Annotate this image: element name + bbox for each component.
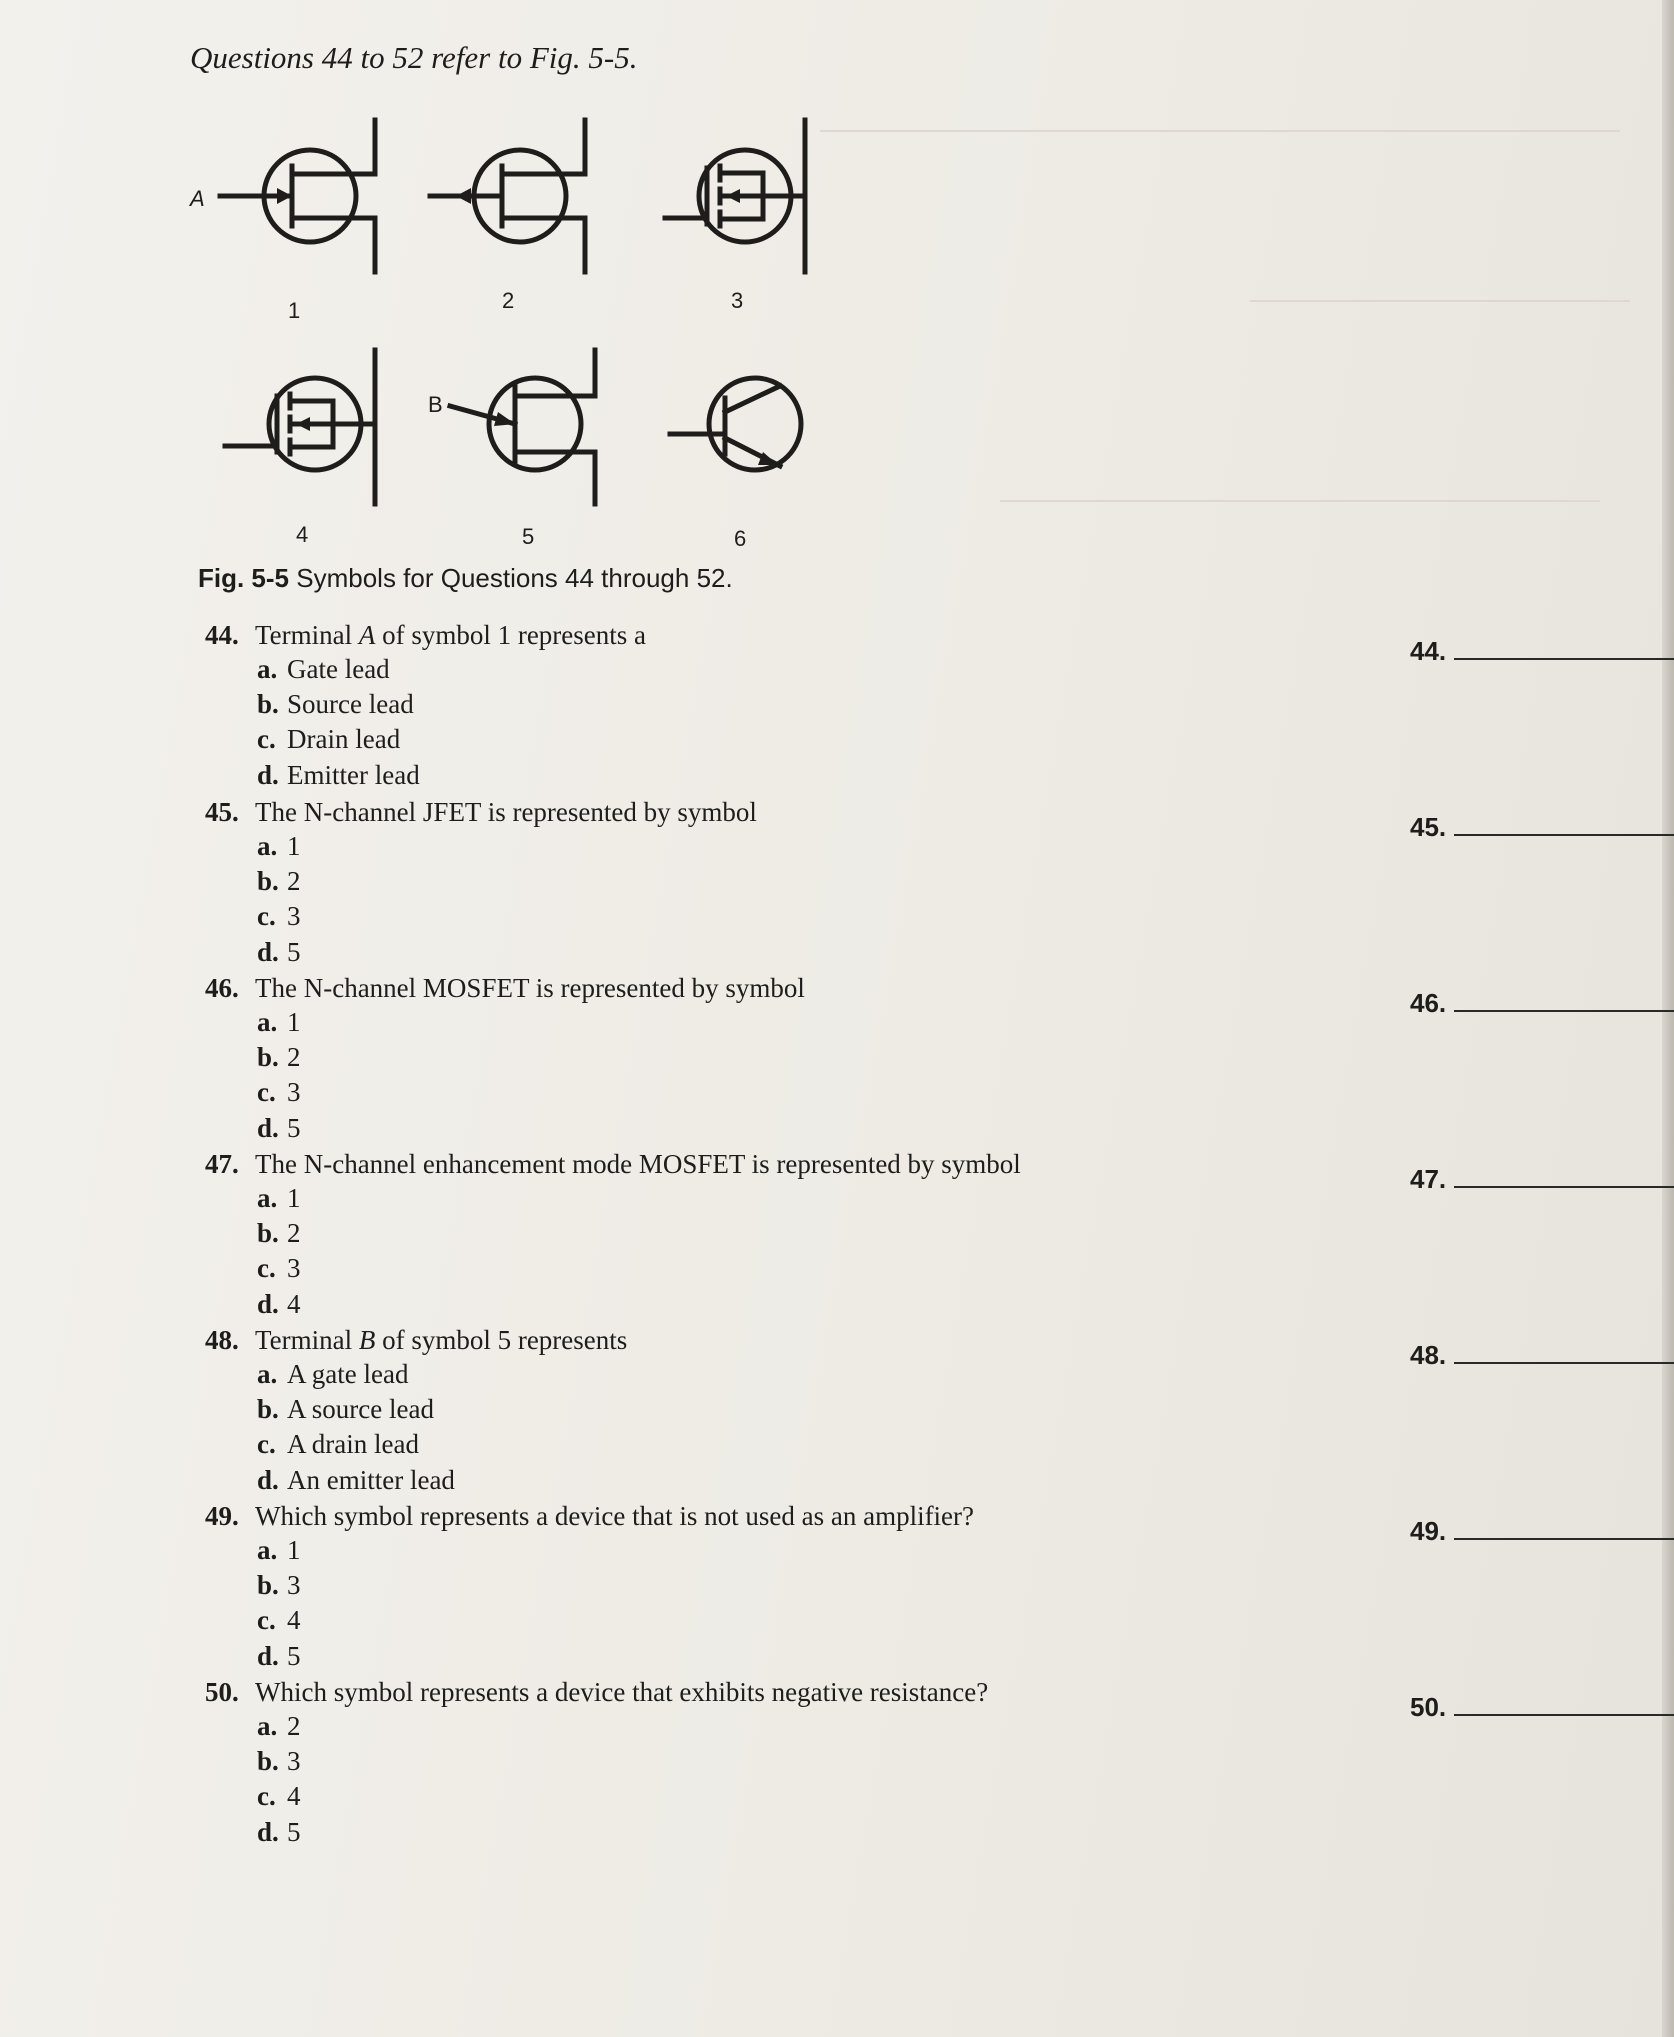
stem-text: The N-channel enhancement mode MOSFET is represented by symbol	[255, 1149, 1021, 1179]
option-b	[205, 1394, 627, 1429]
option-letter: d.	[257, 1464, 279, 1495]
option-letter: c.	[257, 724, 276, 755]
option-letter: c.	[257, 1429, 276, 1460]
option-text: 4	[287, 1288, 301, 1319]
option-b	[205, 1042, 805, 1077]
answer-blank[interactable]	[1454, 816, 1674, 836]
option-letter: a.	[257, 1007, 278, 1037]
question-stem	[205, 1325, 627, 1359]
symbol-3-label: 3	[731, 288, 744, 313]
question-49	[205, 1501, 974, 1676]
option-letter: a.	[257, 831, 278, 861]
option-letter: a.	[257, 1535, 278, 1565]
question-stem	[205, 620, 646, 654]
question-48	[205, 1325, 627, 1500]
question-45	[205, 797, 757, 972]
symbol-6-bjt	[670, 378, 801, 470]
option-d	[205, 937, 757, 972]
option-c	[205, 1077, 805, 1112]
option-a	[205, 1183, 1021, 1218]
option-b	[205, 1570, 974, 1605]
option-letter: d.	[257, 1640, 279, 1671]
question-number: 49.	[205, 1501, 239, 1531]
symbol-6-label: 6	[734, 526, 747, 550]
option-b	[205, 866, 757, 901]
answer-blank[interactable]	[1454, 992, 1674, 1012]
answer-blank[interactable]	[1454, 1168, 1674, 1188]
option-text: 2	[287, 1218, 301, 1249]
option-text: 2	[287, 866, 301, 897]
option-c	[205, 1605, 974, 1640]
symbol-5-ujt	[450, 350, 595, 504]
answer-blank[interactable]	[1454, 640, 1674, 660]
question-number: 45.	[205, 797, 239, 827]
option-text: 3	[287, 1253, 301, 1284]
symbol-5-label: 5	[522, 524, 535, 549]
question-stem	[205, 1149, 1021, 1183]
symbol-2-jfet	[430, 120, 585, 272]
option-a	[205, 1359, 627, 1394]
option-text: 2	[287, 1711, 301, 1741]
section-heading: Questions 44 to 52 refer to Fig. 5-5.	[190, 40, 638, 75]
stem-text: Which symbol represents a device that is not used as an amplifier?	[255, 1501, 975, 1531]
symbol-1-jfet	[220, 120, 375, 272]
option-letter: b.	[257, 866, 279, 897]
option-text: 5	[287, 1112, 301, 1143]
option-a	[205, 1535, 974, 1570]
answer-number: 48.	[1410, 1340, 1447, 1370]
stem-text-end: of symbol 5 represents	[375, 1325, 628, 1355]
stem-text: The N-channel MOSFET is represented by symbol	[255, 973, 805, 1003]
answer-number: 47.	[1410, 1164, 1447, 1194]
option-text: A gate lead	[287, 1359, 409, 1389]
question-number: 44.	[205, 620, 239, 650]
option-letter: d.	[257, 759, 279, 790]
answer-line-50[interactable]	[1410, 1692, 1674, 1723]
option-b	[205, 1746, 988, 1781]
symbol-1-label: 1	[288, 298, 301, 323]
option-letter: d.	[257, 1816, 279, 1847]
option-b	[205, 689, 646, 724]
answer-blank[interactable]	[1454, 1520, 1674, 1540]
option-letter: b.	[257, 689, 279, 720]
option-letter: c.	[257, 1781, 276, 1812]
option-a	[205, 831, 757, 866]
terminal-b-label: B	[428, 392, 443, 417]
option-text: A source lead	[287, 1394, 434, 1425]
option-text: A drain lead	[287, 1429, 419, 1460]
option-letter: b.	[257, 1042, 279, 1073]
stem-text: Terminal	[255, 620, 359, 650]
symbol-4-label: 4	[296, 522, 309, 547]
answer-number: 44.	[1410, 636, 1447, 666]
question-number: 48.	[205, 1325, 239, 1355]
question-stem	[205, 1501, 974, 1535]
caption-text: Symbols for Questions 44 through 52.	[296, 563, 733, 593]
option-text: Drain lead	[287, 724, 401, 755]
figure-caption	[198, 563, 733, 594]
option-text: An emitter lead	[287, 1464, 455, 1495]
option-letter: c.	[257, 1605, 276, 1636]
caption-figure-number: Fig. 5-5	[198, 563, 290, 593]
stem-text-end: of symbol 1 represents a	[375, 620, 647, 650]
option-text: 2	[287, 1042, 301, 1073]
stem-text: Which symbol represents a device that exhibits negative resistance?	[255, 1677, 989, 1707]
option-text: 1	[287, 1183, 301, 1213]
option-a	[205, 1711, 988, 1746]
answer-blank[interactable]	[1454, 1696, 1674, 1716]
question-number: 46.	[205, 973, 239, 1003]
option-letter: b.	[257, 1394, 279, 1425]
option-letter: a.	[257, 654, 278, 684]
option-d	[205, 1641, 974, 1676]
answer-number: 50.	[1410, 1692, 1447, 1722]
option-d	[205, 760, 646, 795]
option-a	[205, 654, 646, 689]
option-text: Emitter lead	[287, 759, 420, 790]
option-letter: b.	[257, 1746, 279, 1777]
answer-line-45[interactable]	[1410, 812, 1674, 843]
option-letter: b.	[257, 1218, 279, 1249]
stem-text: The N-channel JFET is represented by symbol	[255, 797, 757, 827]
stem-variable: A	[358, 620, 376, 650]
stem-variable: B	[358, 1325, 376, 1355]
option-c	[205, 1253, 1021, 1288]
option-text: 3	[287, 901, 301, 932]
option-text: 3	[287, 1570, 301, 1601]
option-text: 1	[287, 1007, 301, 1037]
terminal-a-label: A	[190, 186, 205, 211]
option-letter: d.	[257, 1112, 279, 1143]
option-text: 3	[287, 1746, 301, 1777]
question-44	[205, 620, 646, 795]
option-letter: a.	[257, 1711, 278, 1741]
option-letter: c.	[257, 1253, 276, 1284]
option-text: 1	[287, 831, 301, 861]
option-d	[205, 1113, 805, 1148]
option-letter: c.	[257, 1077, 276, 1108]
option-letter: a.	[257, 1359, 278, 1389]
answer-line-46[interactable]	[1410, 988, 1674, 1019]
show-through-ghost-2	[1250, 300, 1630, 322]
symbol-2-label: 2	[502, 288, 515, 313]
option-letter: d.	[257, 936, 279, 967]
answer-number: 46.	[1410, 988, 1447, 1018]
question-stem	[205, 973, 805, 1007]
option-c	[205, 901, 757, 936]
stem-text: Terminal	[255, 1325, 359, 1355]
option-d	[205, 1465, 627, 1500]
option-letter: c.	[257, 901, 276, 932]
option-a	[205, 1007, 805, 1042]
option-d	[205, 1289, 1021, 1324]
option-text: 5	[287, 1816, 301, 1847]
answer-line-49[interactable]	[1410, 1516, 1674, 1547]
option-text: 4	[287, 1605, 301, 1636]
symbol-4-mosfet	[225, 350, 375, 504]
option-text: 4	[287, 1781, 301, 1812]
option-c	[205, 724, 646, 759]
answer-line-48[interactable]	[1410, 1340, 1674, 1371]
question-47	[205, 1149, 1021, 1324]
option-c	[205, 1429, 627, 1464]
question-number: 50.	[205, 1677, 239, 1707]
question-stem	[205, 797, 757, 831]
option-letter: a.	[257, 1183, 278, 1213]
answer-number: 45.	[1410, 812, 1447, 842]
option-d	[205, 1817, 988, 1852]
show-through-ghost-3	[1000, 500, 1600, 522]
option-c	[205, 1781, 988, 1816]
answer-line-47[interactable]	[1410, 1164, 1674, 1195]
option-text: 1	[287, 1535, 301, 1565]
option-letter: b.	[257, 1570, 279, 1601]
question-stem	[205, 1677, 988, 1711]
question-50	[205, 1677, 988, 1852]
show-through-ghost-1	[820, 130, 1620, 152]
option-b	[205, 1218, 1021, 1253]
answer-blank[interactable]	[1454, 1344, 1674, 1364]
answer-number: 49.	[1410, 1516, 1447, 1546]
question-46	[205, 973, 805, 1148]
option-text: 5	[287, 936, 301, 967]
option-text: Source lead	[287, 689, 414, 720]
option-text: 5	[287, 1640, 301, 1671]
question-number: 47.	[205, 1149, 239, 1179]
option-text: Gate lead	[287, 654, 390, 684]
answer-line-44[interactable]	[1410, 636, 1674, 667]
option-letter: d.	[257, 1288, 279, 1319]
figure-5-5	[180, 100, 840, 550]
option-text: 3	[287, 1077, 301, 1108]
